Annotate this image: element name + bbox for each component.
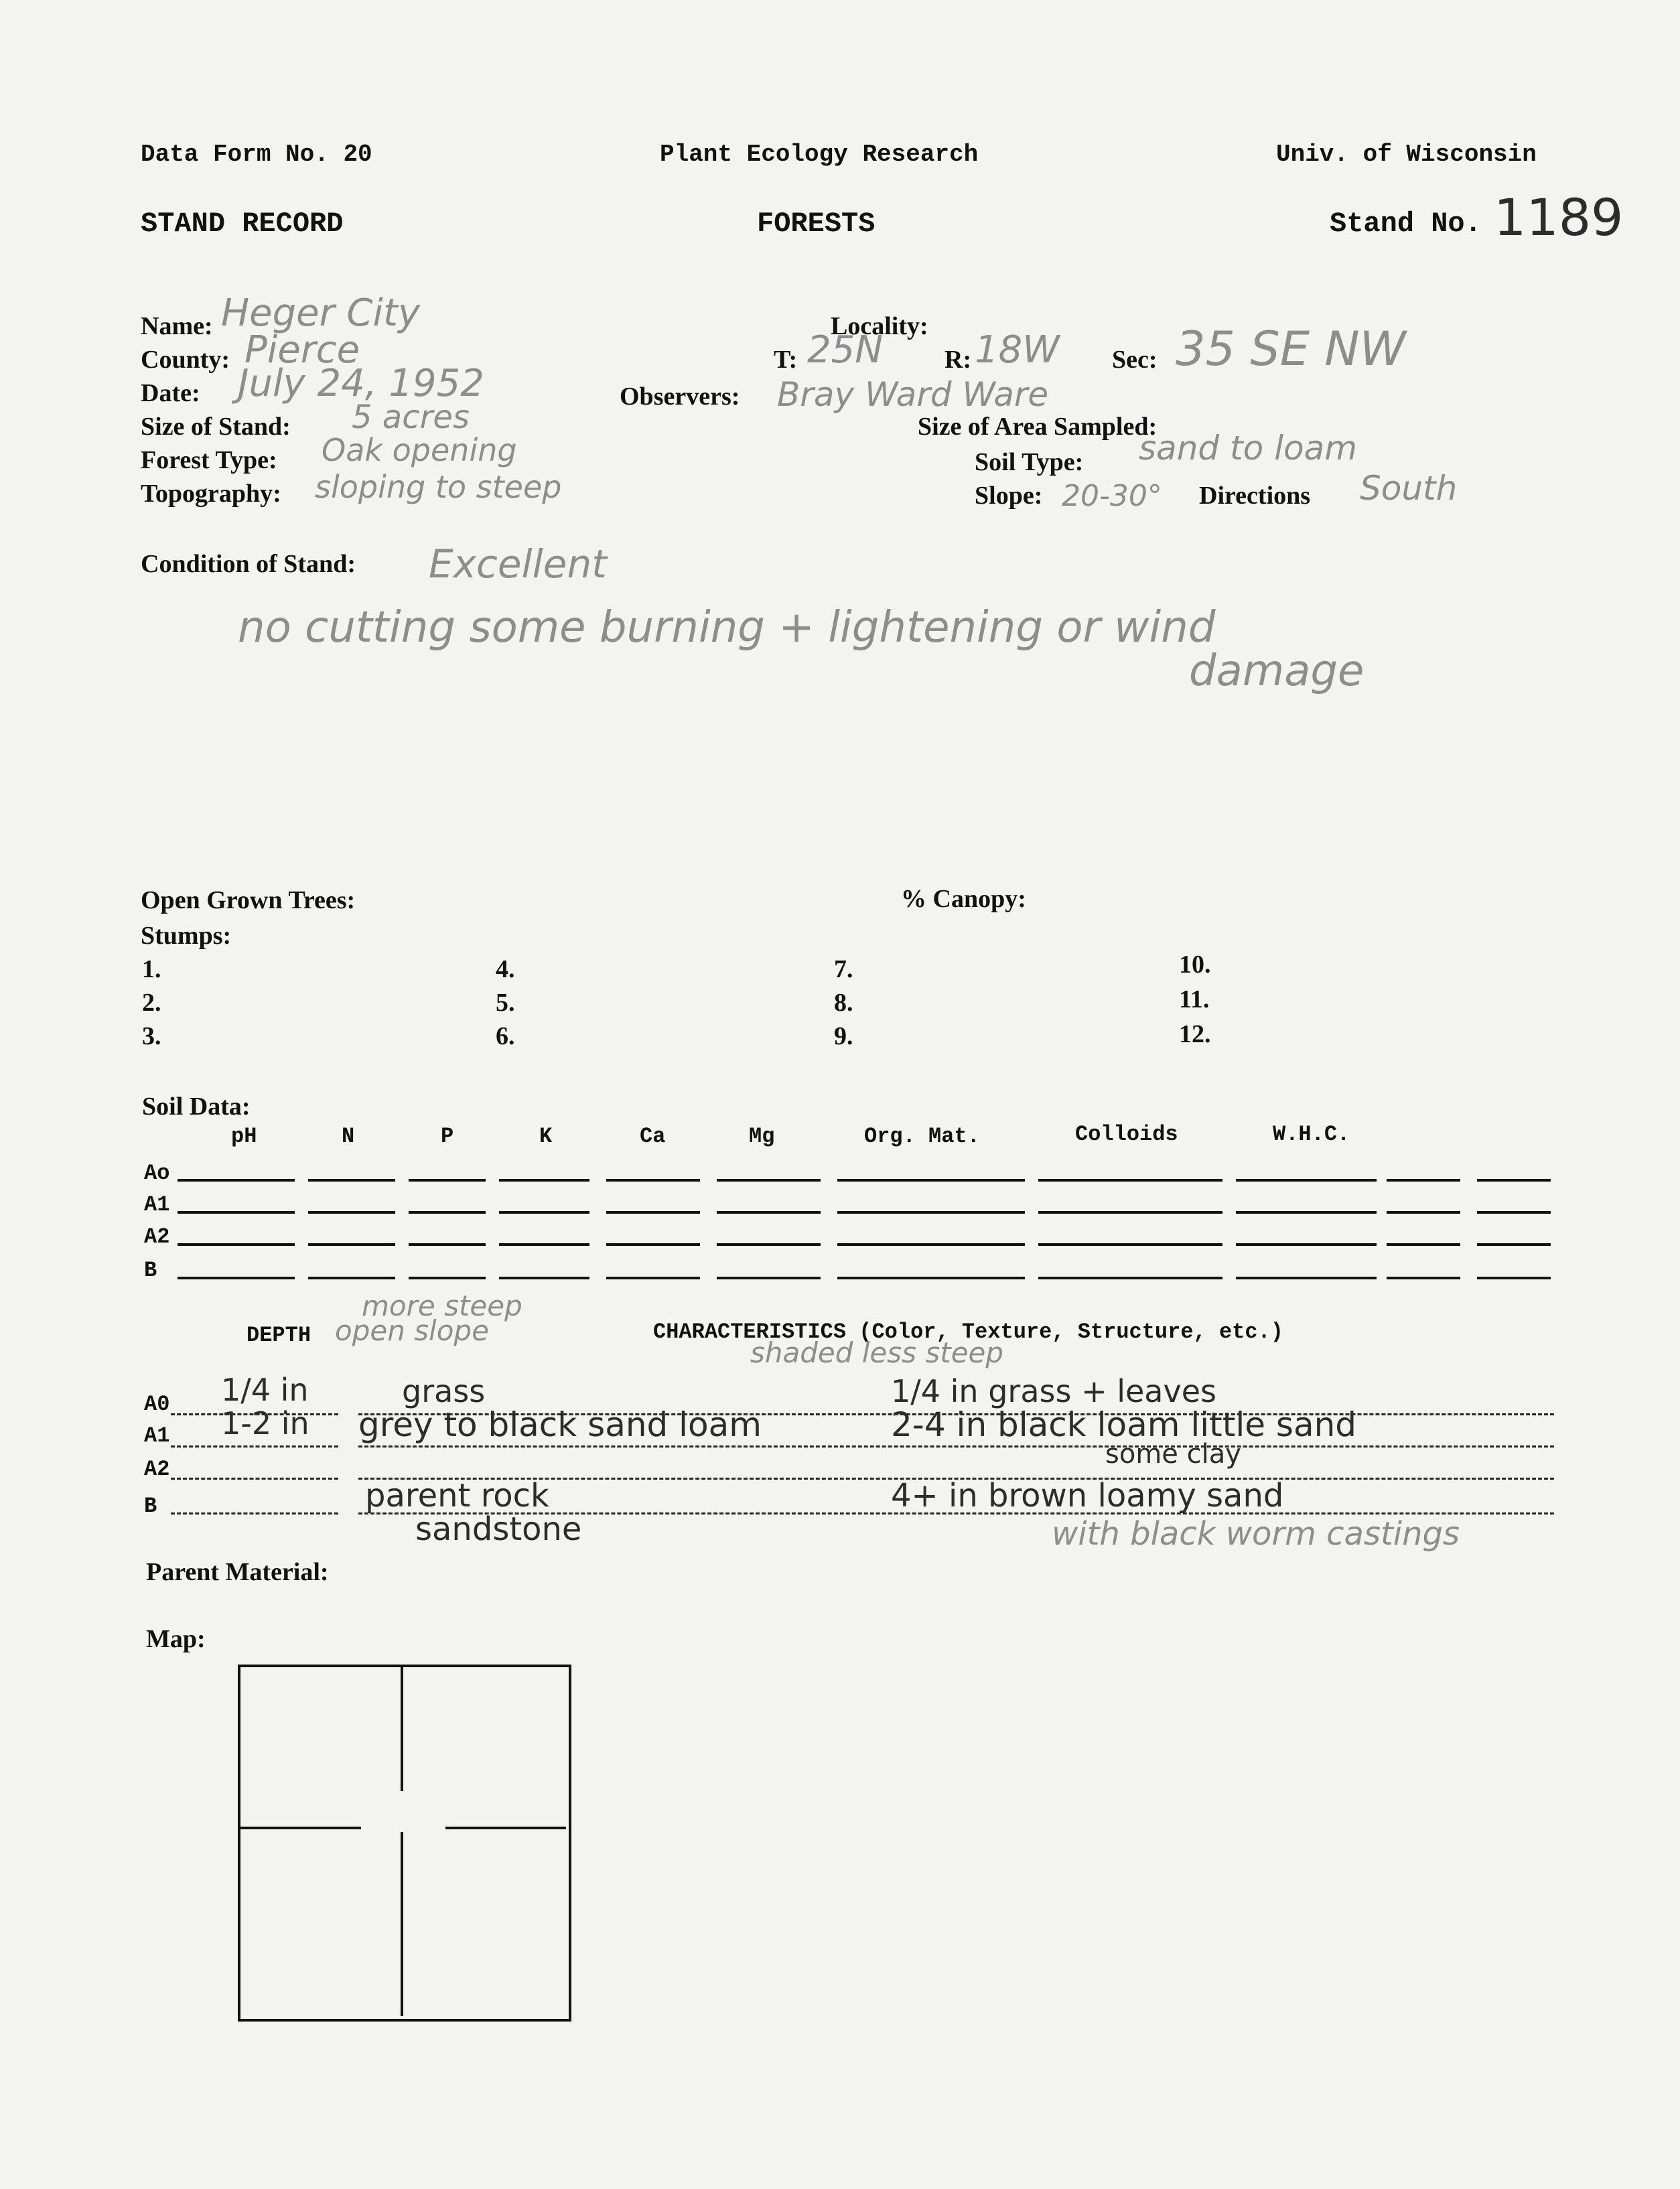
stump-number: 10. xyxy=(1179,950,1211,979)
soil-type-value: sand to loam xyxy=(1139,429,1357,468)
sec-value: 35 SE NW xyxy=(1176,322,1406,376)
soil-entry-line xyxy=(717,1277,821,1279)
depth-note-1: more steep xyxy=(362,1289,522,1322)
soil-entry-line xyxy=(409,1179,486,1182)
parent-material-label: Parent Material: xyxy=(146,1558,329,1586)
soil-entry-line xyxy=(178,1243,295,1246)
depth-value-a1: 1-2 in xyxy=(221,1405,309,1441)
topography-value: sloping to steep xyxy=(315,469,562,505)
worm-castings-note: with black worm castings xyxy=(1052,1515,1460,1553)
profile-entry-line xyxy=(171,1478,338,1480)
soil-entry-line xyxy=(837,1277,1025,1279)
soil-entry-line xyxy=(499,1179,589,1182)
university: Univ. of Wisconsin xyxy=(1276,141,1537,168)
parent-rock-note: sandstone xyxy=(415,1510,582,1548)
record-title: STAND RECORD xyxy=(141,208,344,240)
soil-entry-line xyxy=(499,1211,589,1214)
soil-col-p: P xyxy=(441,1124,454,1149)
stump-number: 12. xyxy=(1179,1020,1211,1048)
profile-row-label: A1 xyxy=(144,1423,170,1448)
stump-number: 4. xyxy=(496,955,515,983)
slope-value: 20-30° xyxy=(1062,479,1162,513)
char-a0-col2: 1/4 in grass + leaves xyxy=(891,1373,1216,1409)
map-line xyxy=(445,1827,566,1829)
name-label: Name: xyxy=(141,312,213,340)
characteristics-note: shaded less steep xyxy=(750,1336,1004,1369)
stump-number: 7. xyxy=(834,955,853,983)
form-number: Data Form No. 20 xyxy=(141,141,372,168)
soil-row-label: B xyxy=(144,1258,157,1283)
soil-entry-line xyxy=(308,1211,395,1214)
char-b-col2: 4+ in brown loamy sand xyxy=(891,1477,1284,1514)
open-grown-trees-label: Open Grown Trees: xyxy=(141,886,356,914)
soil-entry-line xyxy=(606,1211,700,1214)
stump-number: 1. xyxy=(142,955,161,983)
soil-entry-line xyxy=(1038,1243,1222,1246)
map-label: Map: xyxy=(146,1625,206,1653)
stump-number: 11. xyxy=(1179,985,1210,1013)
soil-entry-line xyxy=(1387,1243,1460,1246)
stand-no-label: Stand No. xyxy=(1330,208,1482,240)
profile-row-label: A2 xyxy=(144,1457,170,1482)
name-value: Heger City xyxy=(221,291,421,335)
condition-note-line1: no cutting some burning + lightening or wind xyxy=(238,603,1216,652)
county-value: Pierce xyxy=(244,328,360,372)
soil-col-k: K xyxy=(539,1124,553,1149)
map-line xyxy=(401,1832,403,2016)
soil-entry-line xyxy=(1038,1211,1222,1214)
soil-entry-line xyxy=(1038,1277,1222,1279)
map-line xyxy=(401,1667,403,1791)
condition-value: Excellent xyxy=(429,541,607,587)
directions-label: Directions xyxy=(1199,482,1311,510)
t-label: T: xyxy=(774,346,798,374)
soil-col-whc: W.H.C. xyxy=(1273,1122,1350,1147)
profile-entry-line xyxy=(358,1445,1554,1447)
directions-value: South xyxy=(1360,469,1458,508)
stump-number: 8. xyxy=(834,989,853,1017)
soil-entry-line xyxy=(1236,1211,1377,1214)
soil-entry-line xyxy=(409,1277,486,1279)
soil-entry-line xyxy=(837,1243,1025,1246)
soil-entry-line xyxy=(1387,1211,1460,1214)
soil-entry-line xyxy=(499,1243,589,1246)
soil-row-label: A1 xyxy=(144,1192,170,1217)
soil-entry-line xyxy=(1038,1179,1222,1182)
county-label: County: xyxy=(141,346,230,374)
soil-row-label: Ao xyxy=(144,1161,170,1186)
r-value: 18W xyxy=(975,328,1060,372)
soil-entry-line xyxy=(717,1179,821,1182)
char-a2-col2: some clay xyxy=(1105,1439,1241,1470)
soil-entry-line xyxy=(178,1277,295,1279)
soil-entry-line xyxy=(409,1243,486,1246)
soil-entry-line xyxy=(606,1179,700,1182)
soil-entry-line xyxy=(837,1211,1025,1214)
map-box xyxy=(238,1665,571,2022)
stump-number: 5. xyxy=(496,989,515,1017)
soil-col-org-mat: Org. Mat. xyxy=(864,1124,980,1149)
depth-label: DEPTH xyxy=(247,1323,311,1348)
stumps-label: Stumps: xyxy=(141,922,232,950)
soil-entry-line xyxy=(837,1179,1025,1182)
stump-number: 3. xyxy=(142,1022,161,1050)
soil-entry-line xyxy=(1477,1211,1551,1214)
depth-value-a0: 1/4 in xyxy=(221,1372,309,1408)
soil-entry-line xyxy=(1477,1179,1551,1182)
soil-col-n: N xyxy=(342,1124,355,1149)
stump-number: 2. xyxy=(142,989,161,1017)
profile-row-label: B xyxy=(144,1494,157,1519)
organization: Plant Ecology Research xyxy=(660,141,979,168)
soil-col-ca: Ca xyxy=(640,1124,666,1149)
date-label: Date: xyxy=(141,379,200,407)
t-value: 25N xyxy=(807,328,884,372)
soil-entry-line xyxy=(1236,1277,1377,1279)
soil-type-label: Soil Type: xyxy=(975,448,1084,476)
locality-label: Locality: xyxy=(831,312,928,340)
soil-entry-line xyxy=(1236,1179,1377,1182)
soil-col-mg: Mg xyxy=(749,1124,775,1149)
soil-entry-line xyxy=(308,1179,395,1182)
profile-row-label: A0 xyxy=(144,1392,170,1417)
soil-entry-line xyxy=(409,1211,486,1214)
char-a1-col1: grey to black sand loam xyxy=(358,1405,762,1444)
soil-entry-line xyxy=(1387,1179,1460,1182)
profile-entry-line xyxy=(171,1445,338,1447)
forest-type-label: Forest Type: xyxy=(141,446,277,474)
observers-label: Observers: xyxy=(620,382,740,411)
soil-entry-line xyxy=(178,1211,295,1214)
slope-label: Slope: xyxy=(975,482,1043,510)
depth-note-2: open slope xyxy=(335,1314,489,1347)
map-line xyxy=(240,1827,361,1829)
stump-number: 6. xyxy=(496,1022,515,1050)
canopy-label: % Canopy: xyxy=(901,885,1026,913)
soil-row-label: A2 xyxy=(144,1224,170,1249)
size-value: 5 acres xyxy=(352,399,470,436)
category-title: FORESTS xyxy=(757,208,876,240)
soil-data-label: Soil Data: xyxy=(142,1092,251,1121)
profile-entry-line xyxy=(171,1512,338,1514)
soil-entry-line xyxy=(1236,1243,1377,1246)
stump-number: 9. xyxy=(834,1022,853,1050)
topography-label: Topography: xyxy=(141,480,281,508)
char-a0-col1: grass xyxy=(402,1373,486,1409)
soil-entry-line xyxy=(717,1211,821,1214)
soil-entry-line xyxy=(499,1277,589,1279)
observers-value: Bray Ward Ware xyxy=(777,375,1049,414)
stand-no-value: 1189 xyxy=(1494,188,1624,247)
soil-entry-line xyxy=(1387,1277,1460,1279)
characteristics-label: CHARACTERISTICS (Color, Texture, Structure, etc.) xyxy=(653,1320,1283,1344)
date-value: July 24, 1952 xyxy=(238,362,484,405)
soil-col-colloids: Colloids xyxy=(1075,1122,1178,1147)
soil-entry-line xyxy=(606,1243,700,1246)
soil-col-ph: pH xyxy=(231,1124,257,1149)
soil-entry-line xyxy=(606,1277,700,1279)
forest-type-value: Oak opening xyxy=(322,432,517,468)
soil-entry-line xyxy=(178,1179,295,1182)
condition-label: Condition of Stand: xyxy=(141,550,356,578)
soil-entry-line xyxy=(308,1243,395,1246)
soil-entry-line xyxy=(1477,1243,1551,1246)
char-a1-col2: 2-4 in black loam little sand xyxy=(891,1405,1357,1444)
size-label: Size of Stand: xyxy=(141,413,291,441)
soil-entry-line xyxy=(717,1243,821,1246)
r-label: R: xyxy=(944,346,972,374)
sec-label: Sec: xyxy=(1112,346,1158,374)
soil-entry-line xyxy=(308,1277,395,1279)
char-b-col1: parent rock xyxy=(365,1477,549,1514)
condition-note-line2: damage xyxy=(1189,646,1364,696)
area-sampled-label: Size of Area Sampled: xyxy=(918,413,1158,441)
soil-entry-line xyxy=(1477,1277,1551,1279)
